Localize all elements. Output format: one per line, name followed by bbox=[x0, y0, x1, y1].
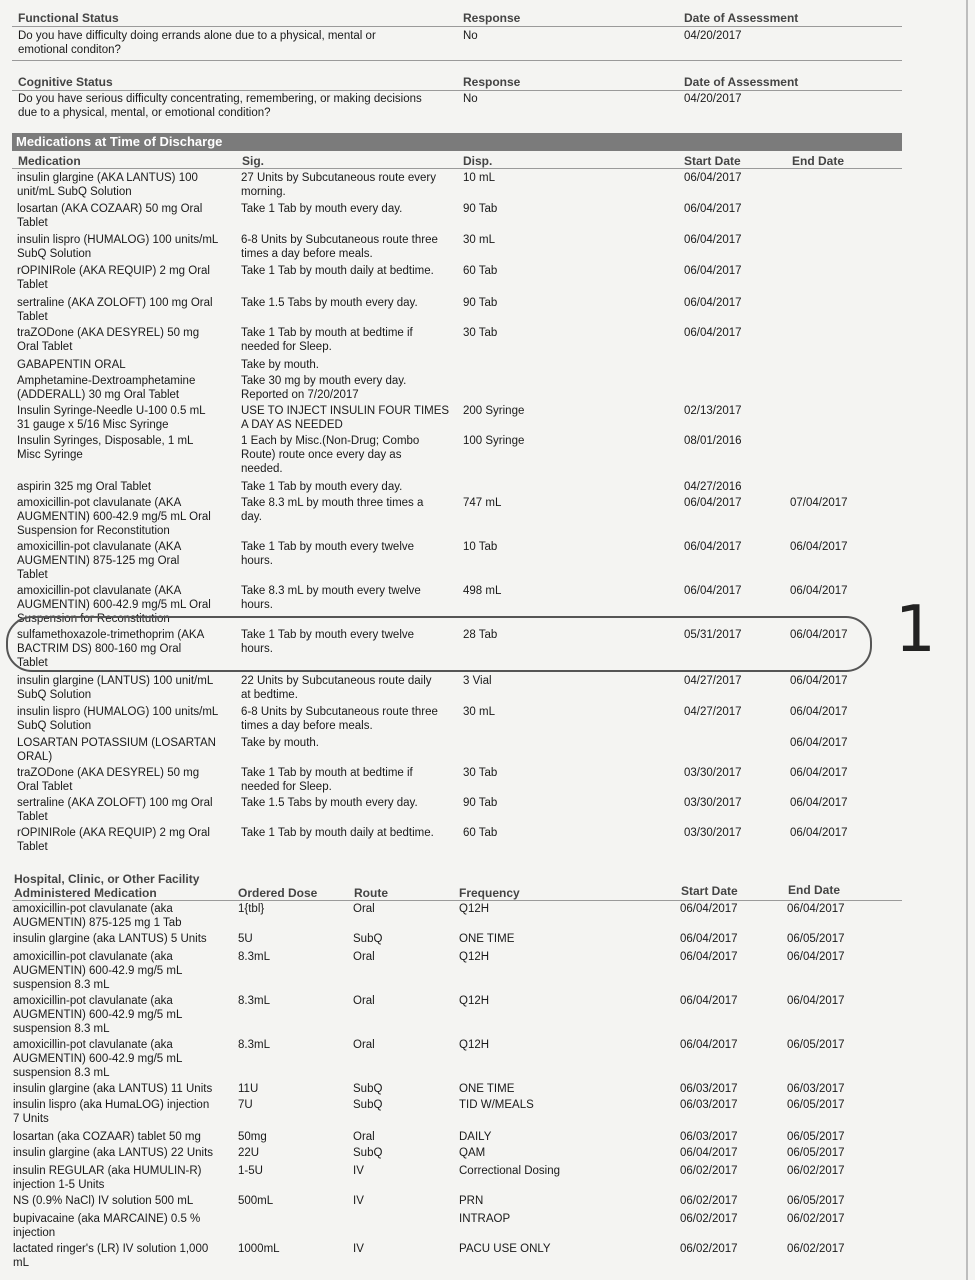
administered-med-cell: NS (0.9% NaCl) IV solution 500 mL bbox=[13, 1195, 194, 1207]
end-date-cell: 06/04/2017 bbox=[790, 675, 848, 687]
functional-response-header: Response bbox=[463, 11, 521, 25]
divider bbox=[12, 90, 902, 91]
administered-med-cell: amoxicillin-pot clavulanate (aka AUGMENTIN) 600-42.9 mg/5 mL suspension 8.3 mL bbox=[13, 1039, 183, 1079]
handwritten-annotation: 1 bbox=[895, 593, 936, 667]
medication-cell: sulfamethoxazole-trimethoprim (AKA BACTRIM DS) 800-160 mg Oral Tablet bbox=[17, 629, 205, 669]
dose-cell: 22U bbox=[238, 1147, 260, 1159]
col-medication: Medication bbox=[18, 154, 81, 168]
dose-cell: 500mL bbox=[238, 1195, 274, 1207]
route-cell: Oral bbox=[353, 1131, 375, 1143]
functional-question: Do you have difficulty doing errands alone due to a physical, mental or emotional conditon? bbox=[18, 30, 376, 56]
sig-cell: 1 Each by Misc.(Non-Drug; Combo Route) route once every day as needed. bbox=[241, 435, 420, 475]
divider bbox=[12, 900, 902, 901]
administered-med-cell: amoxicillin-pot clavulanate (aka AUGMENTIN) 600-42.9 mg/5 mL suspension 8.3 mL bbox=[13, 995, 183, 1035]
cognitive-response-header: Response bbox=[463, 75, 521, 89]
start-date-cell: 06/04/2017 bbox=[684, 541, 742, 553]
disp-cell: 30 mL bbox=[463, 234, 495, 246]
admin-start-cell: 06/02/2017 bbox=[680, 1195, 738, 1207]
disp-cell: 498 mL bbox=[463, 585, 502, 597]
functional-date: 04/20/2017 bbox=[684, 30, 742, 42]
start-date-cell: 06/04/2017 bbox=[684, 497, 742, 509]
sig-cell: Take 1 Tab by mouth every twelve hours. bbox=[241, 541, 415, 567]
col-route: Route bbox=[354, 886, 388, 900]
frequency-cell: Q12H bbox=[459, 1039, 490, 1051]
administered-med-cell: losartan (aka COZAAR) tablet 50 mg bbox=[13, 1131, 201, 1143]
dose-cell: 5U bbox=[238, 933, 253, 945]
col-sig: Sig. bbox=[242, 154, 265, 168]
sig-cell: Take by mouth. bbox=[241, 359, 319, 371]
handwritten-circle bbox=[6, 616, 872, 672]
admin-end-cell: 06/03/2017 bbox=[787, 1083, 845, 1095]
frequency-cell: PRN bbox=[459, 1195, 484, 1207]
disp-cell: 3 Vial bbox=[463, 675, 492, 687]
sig-cell: Take 1 Tab by mouth every twelve hours. bbox=[241, 629, 415, 655]
medication-cell: GABAPENTIN ORAL bbox=[17, 359, 126, 371]
medication-cell: sertraline (AKA ZOLOFT) 100 mg Oral Tablet bbox=[17, 297, 213, 323]
col-frequency: Frequency bbox=[459, 886, 520, 900]
administered-med-cell: bupivacaine (aka MARCAINE) 0.5 % injection bbox=[13, 1213, 201, 1239]
end-date-cell: 06/04/2017 bbox=[790, 797, 848, 809]
route-cell: Oral bbox=[353, 995, 375, 1007]
admin-end-cell: 06/04/2017 bbox=[787, 903, 845, 915]
sig-cell: Take 8.3 mL by mouth every twelve hours. bbox=[241, 585, 421, 611]
administered-med-cell: amoxicillin-pot clavulanate (aka AUGMENTIN) 875-125 mg 1 Tab bbox=[13, 903, 182, 929]
disp-cell: 90 Tab bbox=[463, 203, 498, 215]
admin-end-cell: 06/05/2017 bbox=[787, 1195, 845, 1207]
end-date-cell: 06/04/2017 bbox=[790, 541, 848, 553]
sig-cell: 27 Units by Subcutaneous route every morning. bbox=[241, 172, 436, 198]
administered-med-cell: insulin lispro (aka HumaLOG) injection 7 Units bbox=[13, 1099, 210, 1125]
disp-cell: 747 mL bbox=[463, 497, 502, 509]
medication-cell: traZODone (AKA DESYREL) 50 mg Oral Tablet bbox=[17, 327, 200, 353]
dose-cell: 1000mL bbox=[238, 1243, 280, 1255]
col-admin-start-date: Start Date bbox=[681, 884, 738, 898]
admin-start-cell: 06/03/2017 bbox=[680, 1131, 738, 1143]
administered-med-cell: amoxicillin-pot clavulanate (aka AUGMENTIN) 600-42.9 mg/5 mL suspension 8.3 mL bbox=[13, 951, 183, 991]
start-date-cell: 05/31/2017 bbox=[684, 629, 742, 641]
medication-cell: traZODone (AKA DESYREL) 50 mg Oral Tablet bbox=[17, 767, 200, 793]
functional-status-header: Functional Status bbox=[18, 11, 119, 25]
dose-cell: 7U bbox=[238, 1099, 253, 1111]
medication-cell: amoxicillin-pot clavulanate (AKA AUGMENTIN) 600-42.9 mg/5 mL Oral Suspension for Reconstitution bbox=[17, 585, 211, 625]
sig-cell: 6-8 Units by Subcutaneous route three times a day before meals. bbox=[241, 234, 438, 260]
sig-cell: Take 1 Tab by mouth daily at bedtime. bbox=[241, 265, 434, 277]
disp-cell: 60 Tab bbox=[463, 827, 498, 839]
disp-cell: 10 mL bbox=[463, 172, 495, 184]
cognitive-question: Do you have serious difficulty concentrating, remembering, or making decisions due to a physical, mental, or emotional condition? bbox=[18, 93, 422, 119]
frequency-cell: Q12H bbox=[459, 903, 490, 915]
medication-cell: insulin lispro (HUMALOG) 100 units/mL SubQ Solution bbox=[17, 234, 219, 260]
sig-cell: Take 1 Tab by mouth every day. bbox=[241, 481, 403, 493]
sig-cell: Take 1 Tab by mouth daily at bedtime. bbox=[241, 827, 434, 839]
route-cell: SubQ bbox=[353, 1099, 383, 1111]
col-start-date: Start Date bbox=[684, 154, 741, 168]
start-date-cell: 04/27/2017 bbox=[684, 706, 742, 718]
cognitive-response: No bbox=[463, 93, 478, 105]
medication-cell: sertraline (AKA ZOLOFT) 100 mg Oral Tablet bbox=[17, 797, 213, 823]
medication-cell: Amphetamine-Dextroamphetamine (ADDERALL) 30 mg Oral Tablet bbox=[17, 375, 196, 401]
divider bbox=[12, 26, 902, 27]
disp-cell: 30 Tab bbox=[463, 767, 498, 779]
admin-start-cell: 06/04/2017 bbox=[680, 903, 738, 915]
admin-end-cell: 06/05/2017 bbox=[787, 1039, 845, 1051]
start-date-cell: 06/04/2017 bbox=[684, 265, 742, 277]
medication-cell: rOPINIRole (AKA REQUIP) 2 mg Oral Tablet bbox=[17, 827, 210, 853]
functional-date-header: Date of Assessment bbox=[684, 11, 799, 25]
admin-end-cell: 06/02/2017 bbox=[787, 1213, 845, 1225]
start-date-cell: 04/27/2017 bbox=[684, 675, 742, 687]
sig-cell: Take 30 mg by mouth every day. Reported on 7/20/2017 bbox=[241, 375, 407, 401]
cognitive-date: 04/20/2017 bbox=[684, 93, 742, 105]
admin-start-cell: 06/03/2017 bbox=[680, 1099, 738, 1111]
route-cell: Oral bbox=[353, 903, 375, 915]
admin-end-cell: 06/05/2017 bbox=[787, 1147, 845, 1159]
admin-start-cell: 06/02/2017 bbox=[680, 1213, 738, 1225]
functional-response: No bbox=[463, 30, 478, 42]
end-date-cell: 06/04/2017 bbox=[790, 629, 848, 641]
cognitive-date-header: Date of Assessment bbox=[684, 75, 799, 89]
col-end-date: End Date bbox=[792, 154, 845, 168]
route-cell: Oral bbox=[353, 1039, 375, 1051]
frequency-cell: ONE TIME bbox=[459, 1083, 515, 1095]
route-cell: IV bbox=[353, 1195, 364, 1207]
disp-cell: 90 Tab bbox=[463, 797, 498, 809]
admin-start-cell: 06/04/2017 bbox=[680, 1039, 738, 1051]
start-date-cell: 03/30/2017 bbox=[684, 827, 742, 839]
end-date-cell: 07/04/2017 bbox=[790, 497, 848, 509]
sig-cell: Take 1.5 Tabs by mouth every day. bbox=[241, 297, 418, 309]
disp-cell: 60 Tab bbox=[463, 265, 498, 277]
admin-start-cell: 06/04/2017 bbox=[680, 995, 738, 1007]
sig-cell: USE TO INJECT INSULIN FOUR TIMES A DAY AS NEEDED bbox=[241, 405, 450, 431]
medication-cell: insulin lispro (HUMALOG) 100 units/mL SubQ Solution bbox=[17, 706, 219, 732]
admin-end-cell: 06/05/2017 bbox=[787, 933, 845, 945]
route-cell: SubQ bbox=[353, 933, 383, 945]
frequency-cell: Q12H bbox=[459, 995, 490, 1007]
sig-cell: Take 1 Tab by mouth at bedtime if needed for Sleep. bbox=[241, 767, 413, 793]
medication-cell: insulin glargine (AKA LANTUS) 100 unit/mL SubQ Solution bbox=[17, 172, 198, 198]
disp-cell: 200 Syringe bbox=[463, 405, 525, 417]
frequency-cell: QAM bbox=[459, 1147, 486, 1159]
disp-cell: 10 Tab bbox=[463, 541, 498, 553]
sig-cell: Take 1 Tab by mouth at bedtime if needed for Sleep. bbox=[241, 327, 413, 353]
route-cell: SubQ bbox=[353, 1147, 383, 1159]
route-cell: IV bbox=[353, 1165, 364, 1177]
medication-cell: LOSARTAN POTASSIUM (LOSARTAN ORAL) bbox=[17, 737, 216, 763]
frequency-cell: TID W/MEALS bbox=[459, 1099, 534, 1111]
start-date-cell: 06/04/2017 bbox=[684, 234, 742, 246]
dose-cell: 8.3mL bbox=[238, 951, 270, 963]
administered-med-cell: insulin glargine (aka LANTUS) 11 Units bbox=[13, 1083, 213, 1095]
sig-cell: Take by mouth. bbox=[241, 737, 319, 749]
admin-start-cell: 06/02/2017 bbox=[680, 1165, 738, 1177]
cognitive-status-header: Cognitive Status bbox=[18, 75, 113, 89]
disp-cell: 30 mL bbox=[463, 706, 495, 718]
medication-cell: amoxicillin-pot clavulanate (AKA AUGMENTIN) 875-125 mg Oral Tablet bbox=[17, 541, 182, 581]
start-date-cell: 06/04/2017 bbox=[684, 297, 742, 309]
start-date-cell: 04/27/2016 bbox=[684, 481, 742, 493]
start-date-cell: 03/30/2017 bbox=[684, 797, 742, 809]
administered-med-cell: lactated ringer's (LR) IV solution 1,000 mL bbox=[13, 1243, 209, 1269]
frequency-cell: DAILY bbox=[459, 1131, 492, 1143]
col-ordered-dose: Ordered Dose bbox=[238, 886, 318, 900]
start-date-cell: 06/04/2017 bbox=[684, 327, 742, 339]
dose-cell: 50mg bbox=[238, 1131, 267, 1143]
admin-end-cell: 06/05/2017 bbox=[787, 1131, 845, 1143]
start-date-cell: 08/01/2016 bbox=[684, 435, 742, 447]
disp-cell: 30 Tab bbox=[463, 327, 498, 339]
col-disp: Disp. bbox=[463, 154, 493, 168]
frequency-cell: Correctional Dosing bbox=[459, 1165, 560, 1177]
frequency-cell: INTRAOP bbox=[459, 1213, 511, 1225]
col-admin-end-date: End Date bbox=[788, 883, 841, 897]
admin-start-cell: 06/04/2017 bbox=[680, 933, 738, 945]
start-date-cell: 06/04/2017 bbox=[684, 172, 742, 184]
end-date-cell: 06/04/2017 bbox=[790, 706, 848, 718]
dose-cell: 8.3mL bbox=[238, 995, 270, 1007]
admin-end-cell: 06/02/2017 bbox=[787, 1165, 845, 1177]
start-date-cell: 06/04/2017 bbox=[684, 585, 742, 597]
medication-cell: Insulin Syringes, Disposable, 1 mL Misc Syringe bbox=[17, 435, 194, 461]
dose-cell: 1{tbl} bbox=[238, 903, 265, 915]
medication-cell: aspirin 325 mg Oral Tablet bbox=[17, 481, 152, 493]
dose-cell: 8.3mL bbox=[238, 1039, 270, 1051]
end-date-cell: 06/04/2017 bbox=[790, 585, 848, 597]
disp-cell: 100 Syringe bbox=[463, 435, 525, 447]
frequency-cell: PACU USE ONLY bbox=[459, 1243, 551, 1255]
medication-cell: rOPINIRole (AKA REQUIP) 2 mg Oral Tablet bbox=[17, 265, 210, 291]
disp-cell: 28 Tab bbox=[463, 629, 498, 641]
admin-start-cell: 06/03/2017 bbox=[680, 1083, 738, 1095]
start-date-cell: 06/04/2017 bbox=[684, 203, 742, 215]
route-cell: SubQ bbox=[353, 1083, 383, 1095]
admin-start-cell: 06/04/2017 bbox=[680, 951, 738, 963]
admin-end-cell: 06/02/2017 bbox=[787, 1243, 845, 1255]
administered-med-cell: insulin glargine (aka LANTUS) 5 Units bbox=[13, 933, 207, 945]
admin-start-cell: 06/04/2017 bbox=[680, 1147, 738, 1159]
disp-cell: 90 Tab bbox=[463, 297, 498, 309]
medication-cell: insulin glargine (LANTUS) 100 unit/mL SubQ Solution bbox=[17, 675, 214, 701]
administered-med-cell: insulin REGULAR (aka HUMULIN-R) injection 1-5 Units bbox=[13, 1165, 202, 1191]
start-date-cell: 02/13/2017 bbox=[684, 405, 742, 417]
sig-cell: Take 8.3 mL by mouth three times a day. bbox=[241, 497, 424, 523]
medication-cell: losartan (AKA COZAAR) 50 mg Oral Tablet bbox=[17, 203, 203, 229]
medication-cell: Insulin Syringe-Needle U-100 0.5 mL 31 gauge x 5/16 Misc Syringe bbox=[17, 405, 206, 431]
sig-cell: Take 1.5 Tabs by mouth every day. bbox=[241, 797, 418, 809]
scan-edge-line bbox=[966, 0, 968, 1280]
end-date-cell: 06/04/2017 bbox=[790, 827, 848, 839]
dose-cell: 11U bbox=[238, 1083, 259, 1095]
end-date-cell: 06/04/2017 bbox=[790, 737, 848, 749]
end-date-cell: 06/04/2017 bbox=[790, 767, 848, 779]
route-cell: IV bbox=[353, 1243, 364, 1255]
frequency-cell: ONE TIME bbox=[459, 933, 515, 945]
route-cell: Oral bbox=[353, 951, 375, 963]
admin-end-cell: 06/04/2017 bbox=[787, 995, 845, 1007]
administered-med-cell: insulin glargine (aka LANTUS) 22 Units bbox=[13, 1147, 214, 1159]
sig-cell: 6-8 Units by Subcutaneous route three times a day before meals. bbox=[241, 706, 438, 732]
sig-cell: 22 Units by Subcutaneous route daily at bedtime. bbox=[241, 675, 432, 701]
sig-cell: Take 1 Tab by mouth every day. bbox=[241, 203, 403, 215]
discharge-section-title: Medications at Time of Discharge bbox=[12, 133, 902, 151]
medication-cell: amoxicillin-pot clavulanate (AKA AUGMENTIN) 600-42.9 mg/5 mL Oral Suspension for Reconstitution bbox=[17, 497, 211, 537]
administered-section-title: Hospital, Clinic, or Other Facility Administered Medication bbox=[14, 872, 200, 900]
divider bbox=[12, 168, 902, 169]
dose-cell: 1-5U bbox=[238, 1165, 263, 1177]
admin-end-cell: 06/04/2017 bbox=[787, 951, 845, 963]
start-date-cell: 03/30/2017 bbox=[684, 767, 742, 779]
admin-end-cell: 06/05/2017 bbox=[787, 1099, 845, 1111]
divider bbox=[12, 60, 902, 61]
admin-start-cell: 06/02/2017 bbox=[680, 1243, 738, 1255]
frequency-cell: Q12H bbox=[459, 951, 490, 963]
